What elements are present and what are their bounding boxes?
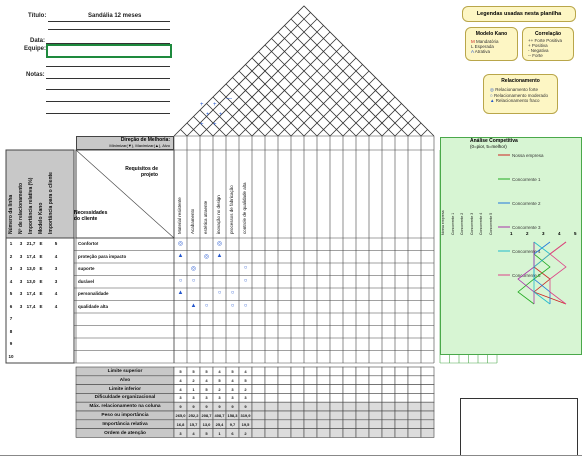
weak-rel-icon: ▲ [490,98,495,103]
relationship-icon[interactable]: ◎ [177,241,184,247]
row-kano[interactable]: E [39,303,43,309]
row-n[interactable]: 4 [9,278,13,284]
bottom-value[interactable]: 19,5 [241,421,250,427]
customer-need[interactable]: Conforto! [78,241,99,246]
bottom-value[interactable]: 1 [192,386,195,392]
competitor-header: Concorrente 4 [479,212,483,235]
direction-header: Direção de Melhoria: Minimizar(▼), Maximizar(▲), Alvo [76,136,174,150]
bottom-label: Dificuldade organizacional [94,395,156,401]
bottom-value[interactable]: 3 [179,430,182,436]
bottom-value[interactable]: 2 [244,430,247,436]
bottom-value[interactable]: 4 [192,430,195,436]
competitor-line [550,242,566,304]
bottom-value[interactable]: 5 [192,369,195,374]
bottom-value[interactable]: 4 [179,377,182,383]
requirement-header: processos de fabricação [229,185,234,234]
left-header-4: Importância para o cliente [48,172,54,234]
bottom-value[interactable]: 3 [179,395,182,401]
moderate-rel-icon: ○ [490,93,493,98]
relationship-icon[interactable]: ○ [243,265,248,271]
row-cli[interactable]: 5 [54,241,58,246]
bottom-value[interactable]: 3 [231,395,234,401]
bottom-value[interactable]: 2 [192,377,195,383]
bottom-value[interactable]: 6 [231,430,234,436]
bottom-value[interactable]: 158,3 [227,413,238,418]
row-n[interactable]: 3 [9,266,13,271]
row-n[interactable]: 9 [9,341,13,346]
legend-relationship: Relacionamento ◎ Relacionamento forte ○ Relacionamento moderado ▲ Relacionamento fraco [483,74,558,114]
competitor-header: Concorrente 3 [469,212,474,235]
bottom-value[interactable]: 5 [179,369,182,374]
bottom-value[interactable]: 9,7 [229,421,236,427]
svg-text:+: + [200,102,204,108]
competitor-header: Concorrente 5 [488,212,493,235]
relationship-icon[interactable]: ○ [243,277,248,284]
relationship-icon[interactable]: ▲ [216,252,223,259]
bottom-value[interactable]: 13,0 [202,421,211,427]
customer-need[interactable]: durável [78,278,95,284]
relationship-icon[interactable]: ◎ [203,253,210,260]
customer-need[interactable]: personalidade [78,291,109,296]
customer-need[interactable]: qualidade alta [78,303,109,309]
title-value[interactable]: Sandália 12 meses [88,13,142,19]
row-imp[interactable]: 17,4 [26,303,36,309]
bottom-value[interactable]: 5 [231,369,234,374]
row-imp[interactable]: 17,4 [26,291,36,296]
svg-text:—: — [226,96,232,102]
bottom-value[interactable]: 5 [205,430,208,436]
row-kano[interactable]: E [39,278,43,284]
row-kano[interactable]: E [39,241,43,246]
row-kano[interactable]: E [39,253,43,259]
bottom-value[interactable]: 4 [205,377,208,383]
bottom-value[interactable]: 3 [244,395,247,401]
bottom-value[interactable]: 4 [179,386,182,392]
requirement-header: Acabamento [190,208,195,234]
bottom-value[interactable]: 9 [244,404,247,410]
bottom-label: Alvo [119,377,131,383]
legend-kano: Modelo Kano M Mandatória L Esperada A Atrativa [465,27,518,61]
row-kano[interactable]: E [39,266,43,271]
bottom-value[interactable]: 4 [231,377,234,383]
relationship-icon[interactable]: ○ [230,290,235,296]
row-n[interactable]: 2 [9,253,13,259]
series-name: Concorrente 1 [512,177,541,182]
bottom-value[interactable]: 5 [205,369,208,374]
notes-box[interactable] [460,398,578,456]
series-name: Concorrente 4 [512,249,541,254]
row-rel[interactable]: 3 [19,253,23,259]
relationship-icon[interactable]: ▲ [177,252,184,259]
row-imp[interactable]: 17,4 [26,253,36,259]
svg-text:+: + [206,112,210,118]
row-n[interactable]: 5 [9,291,13,296]
bottom-value[interactable]: 5 [205,386,208,392]
bottom-value[interactable]: 5 [218,377,221,383]
bottom-value[interactable]: 208,7 [201,413,212,418]
relationship-icon[interactable]: ○ [191,277,196,284]
series-name: Concorrente 5 [512,273,541,278]
relationship-icon[interactable]: ○ [230,302,235,309]
requirement-header: estética atraente [203,200,208,234]
bottom-value[interactable]: 5 [244,377,247,383]
row-n[interactable]: 6 [9,303,13,309]
team-label: Equipe: [24,46,46,52]
relationship-icon[interactable]: ▲ [190,302,197,309]
relationship-icon[interactable]: ○ [178,277,183,284]
competitive-sub: (0=pior, 5=melhor) [470,144,507,149]
row-n[interactable]: 7 [9,316,13,321]
row-n[interactable]: 1 [9,241,13,246]
bottom-value[interactable]: 4 [244,369,247,374]
axis-tick: 1 [510,231,513,236]
row-rel[interactable]: 3 [19,303,23,309]
row-cli[interactable]: 4 [54,253,58,259]
bottom-label: Peso ou importância [101,413,149,418]
row-cli[interactable]: 3 [54,278,58,284]
series-name: Nossa empresa [512,153,544,158]
relationship-icon[interactable]: ○ [204,302,209,309]
competitor-header: Concorrente 1 [450,212,455,235]
relationship-icon[interactable]: ◎ [216,241,223,247]
axis-tick: 5 [574,231,577,236]
relationship-icon[interactable]: ○ [243,302,248,309]
series-name: Concorrente 2 [512,201,541,206]
customer-need[interactable]: suporte [78,266,95,271]
row-n[interactable]: 8 [9,328,13,334]
requirements-label: Requisitos de projeto [125,166,158,178]
row-rel[interactable]: 3 [19,266,23,271]
bottom-value[interactable]: 252,2 [188,413,199,418]
legend-correlation: Correlação ++ Forte Positiva + Positiva - Negativa -- Forte [522,27,574,61]
row-cli[interactable]: 4 [54,291,58,296]
relationship-icon[interactable]: ▲ [177,290,184,296]
row-cli[interactable]: 3 [54,266,58,271]
kano-item: M Mandatória [471,39,499,44]
axis-tick: 2 [526,231,529,236]
bottom-label: Importância relativa [102,421,148,427]
bottom-label: Ordem de atenção [104,430,146,436]
left-header-1: Nº de relacionamento [18,182,24,234]
row-cli[interactable]: 4 [54,303,58,309]
bottom-value[interactable]: 25,4 [215,421,224,427]
competitive-title: Análise Competitiva [470,138,518,144]
bottom-value[interactable]: 16,8 [176,421,185,427]
row-rel[interactable]: 3 [19,241,23,246]
row-rel[interactable]: 3 [19,291,23,296]
row-imp[interactable]: 13,0 [26,278,36,284]
bottom-value[interactable]: 3 [231,386,234,392]
bottom-value[interactable]: 4 [218,369,221,374]
bottom-value[interactable]: 265,0 [175,413,186,418]
requirement-header: Material resistente [177,197,182,234]
bottom-value[interactable]: 408,7 [214,413,225,418]
series-name: Concorrente 3 [512,225,541,230]
relationship-icon[interactable]: ◎ [190,266,197,272]
axis-tick: 3 [542,231,545,236]
competitive-chart [496,150,582,355]
left-header-2: Importância relativa (%) [28,177,34,234]
bottom-value[interactable]: 9 [231,404,234,410]
row-n[interactable]: 10 [8,353,14,359]
customer-need[interactable]: proteção para impacto [78,253,127,259]
left-header-3: Modelo Kano [38,202,44,234]
row-kano[interactable]: E [39,291,43,296]
strong-rel-icon: ◎ [490,87,494,92]
bottom-label: Limite inferior [109,386,141,392]
legend-header: Legendas usadas nesta planilha [462,6,576,22]
competitor-header: Nossa empresa [441,210,445,235]
bottom-value[interactable]: 3 [218,395,221,401]
left-header-0: Número da linha [8,194,14,234]
needs-label: Necessidades do cliente [74,210,108,222]
bottom-value[interactable]: 9 [179,404,182,410]
competitor-header: Concorrente 2 [460,212,464,235]
row-imp[interactable]: 13,0 [26,266,36,271]
bottom-value[interactable]: 3 [205,395,208,401]
bottom-value[interactable]: 9 [205,404,208,410]
bottom-label: Limite superior [107,369,143,374]
row-rel[interactable]: 3 [19,278,23,284]
bottom-value[interactable]: 3 [192,395,195,401]
bottom-value[interactable]: 15,7 [189,421,198,427]
requirement-header: controle de qualidade alta [242,182,247,234]
bottom-value[interactable]: 1 [218,430,221,436]
bottom-value[interactable]: 2 [244,386,247,392]
bottom-value[interactable]: 2 [218,386,221,392]
notes-label: Notas: [26,72,45,78]
axis-tick: 4 [558,231,561,236]
date-label: Data: [30,38,46,44]
row-imp[interactable]: 21,7 [26,241,36,246]
bottom-value[interactable]: 9 [192,404,195,410]
requirement-header: inovação no design [216,195,221,234]
svg-text:+: + [213,102,217,108]
bottom-label: Máx. relacionamento na coluna [89,404,161,410]
svg-text:+: + [219,112,223,118]
title-label: Título: [28,13,47,19]
svg-text:+: + [213,122,217,128]
relationship-icon[interactable]: ○ [217,290,222,296]
svg-text:+: + [200,122,204,128]
bottom-value[interactable]: 319,9 [240,413,251,418]
bottom-value[interactable]: 9 [218,404,221,410]
